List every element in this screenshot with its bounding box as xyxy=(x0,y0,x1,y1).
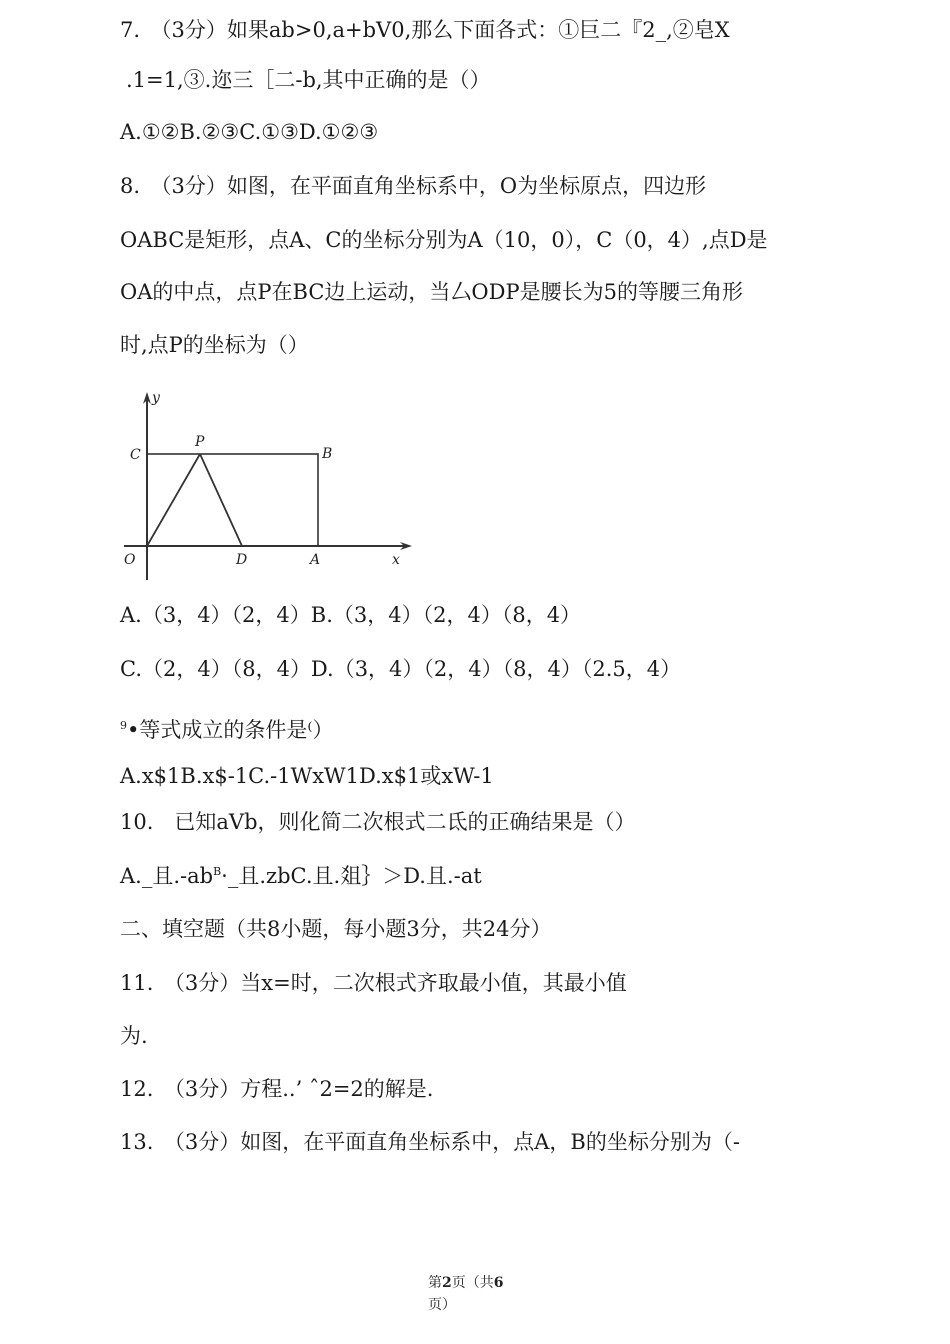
label-o: O xyxy=(124,552,136,568)
q9-options: A.x$1B.x$-1C.-1WxW1D.x$1或xW-1 xyxy=(120,764,494,788)
q10-line1: 10. 已知aVb，则化简二次根式二氐的正确结果是（） xyxy=(120,810,636,834)
q13-line1: 13. （3分）如图，在平面直角坐标系中，点A，B的坐标分别为（- xyxy=(120,1130,740,1154)
footer-total-pages: 6 xyxy=(493,1275,504,1291)
q11-line2: 为. xyxy=(120,1024,148,1048)
footer-page-number: 2 xyxy=(442,1275,452,1291)
segment-op xyxy=(147,454,200,546)
q10-options-part2: ·_且.zbC.且.爼｝＞D.且.-at xyxy=(221,864,482,888)
page-footer xyxy=(428,1272,548,1316)
coordinate-figure xyxy=(112,388,422,588)
q7-options: A.①②B.②③C.①③D.①②③ xyxy=(120,120,379,144)
label-y: y xyxy=(152,390,160,406)
q9-line1 xyxy=(120,716,334,744)
footer-mid: 页（共 xyxy=(451,1275,494,1291)
label-a: A xyxy=(310,552,321,568)
q8-options-line2: C.（2，4）（8，4）D.（3，4）（2，4）（8，4）（2.5，4） xyxy=(120,657,682,681)
q9-text: •等式成立的条件是⁽） xyxy=(127,718,334,742)
q8-line1: 8. （3分）如图，在平面直角坐标系中，O为坐标原点，四边形 xyxy=(120,174,707,198)
q10-options-part1: A._且.-ab xyxy=(120,864,214,888)
footer-prefix: 第 xyxy=(428,1275,442,1291)
q7-line2: .1=1,③.迩三［二-b,其中正确的是（） xyxy=(126,68,491,92)
label-x: x xyxy=(392,552,400,568)
q12-line1: 12. （3分）方程..’ ˆ2=2的解是. xyxy=(120,1077,434,1101)
q8-options-line1: A.（3，4）（2，4）B.（3，4）（2，4）（8，4） xyxy=(120,603,582,627)
q9-number: 9 xyxy=(120,719,127,732)
q7-line1: 7. （3分）如果ab>0,a+bV0,那么下面各式：①巨二『2_,②皂X xyxy=(120,18,730,42)
q10-options-sup: B xyxy=(213,865,222,878)
q8-line2: OABC是矩形，点A、C的坐标分别为A（10，0），C（0，4）,点D是 xyxy=(120,228,768,252)
label-d: D xyxy=(236,552,248,568)
label-c: C xyxy=(130,447,141,463)
q11-line1: 11. （3分）当x=时，二次根式齐取最小值，其最小值 xyxy=(120,971,627,995)
footer-line2: 页） xyxy=(428,1297,456,1313)
label-b: B xyxy=(322,446,333,462)
footer-line1 xyxy=(428,1272,548,1294)
q10-options xyxy=(120,862,482,890)
q8-line4: 时,点P的坐标为（） xyxy=(120,333,309,357)
segment-pd xyxy=(200,454,242,546)
label-p: P xyxy=(195,434,205,450)
section2-title: 二、填空题（共8小题，每小题3分，共24分） xyxy=(120,917,552,941)
q8-line3: OA的中点，点P在BC边上运动，当厶ODP是腰长为5的等腰三角形 xyxy=(120,280,743,304)
